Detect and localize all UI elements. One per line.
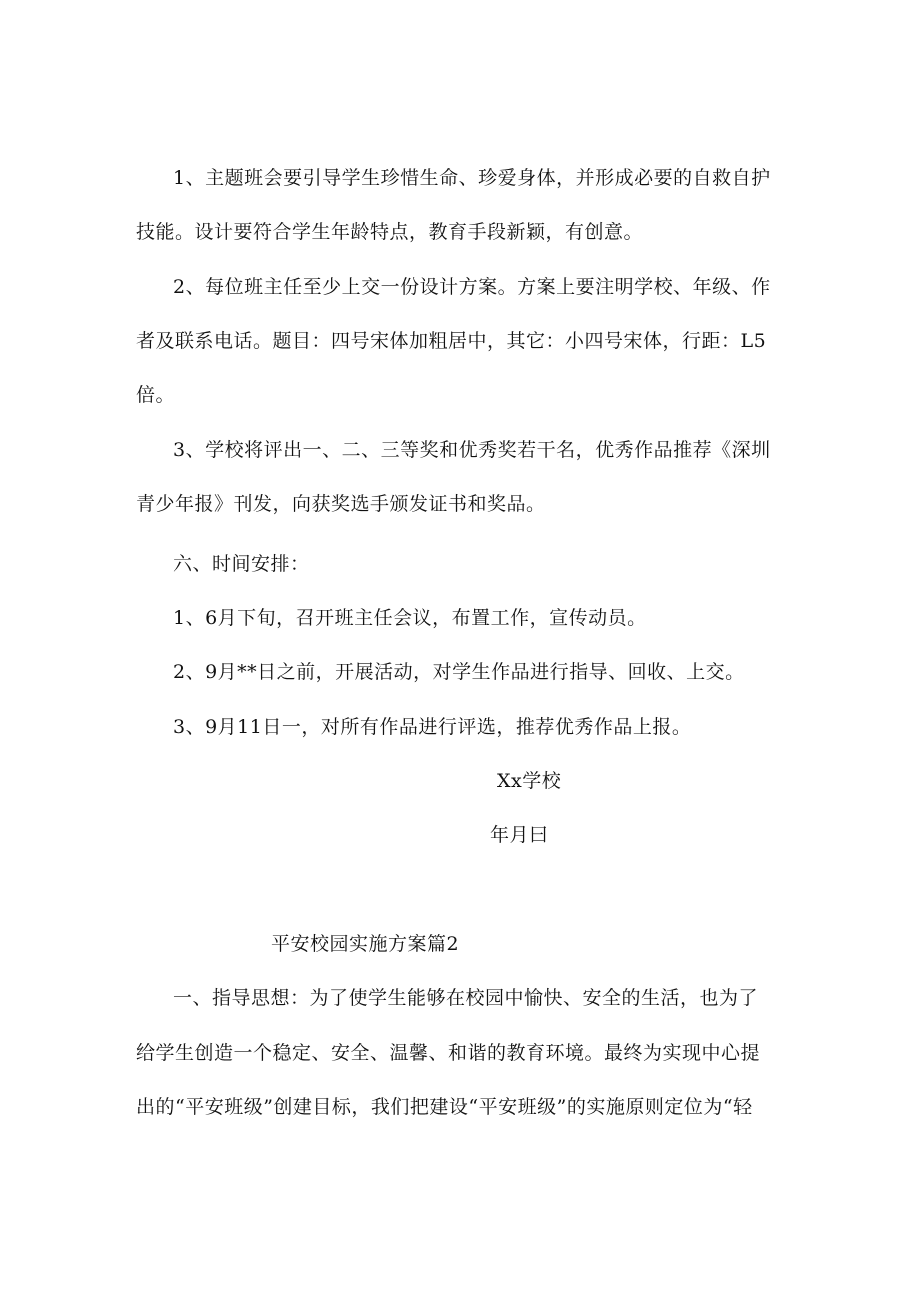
signature-date: 年月曰 [490,824,549,846]
signature-school: Xx学校 [497,770,562,792]
schedule-item: 1、6月下旬，召开班主任会议，布置工作，宣传动员。 [173,607,647,629]
paragraph-line: 一、指导思想：为了使学生能够在校园中愉快、安全的生活，也为了 [173,987,759,1009]
paragraph-line: 青少年报》刊发，向获奖选手颁发证书和奖品。 [136,493,546,515]
paragraph-line: 倍。 [136,384,176,406]
paragraph-line: 2、每位班主任至少上交一份设计方案。方案上要注明学校、年级、作 [173,276,771,298]
schedule-item: 2、9月**日之前，开展活动，对学生作品进行指导、回收、上交。 [173,661,745,683]
schedule-item: 3、9月11日一，对所有作品进行评选，推荐优秀作品上报。 [173,716,692,738]
section-heading: 六、时间安排： [173,553,310,575]
paragraph-line: 3、学校将评出一、二、三等奖和优秀奖若干名，优秀作品推荐《深圳 [173,439,771,461]
paragraph-line: 1、主题班会要引导学生珍惜生命、珍爱身体，并形成必要的自救自护 [173,167,771,189]
paragraph-line: 给学生创造一个稳定、安全、温馨、和谐的教育环境。最终为实现中心提 [136,1042,761,1064]
article-title: 平安校园实施方案篇2 [271,933,460,955]
paragraph-line: 出的“平安班级”创建目标，我们把建设“平安班级”的实施原则定位为“轻 [136,1096,753,1118]
paragraph-line: 者及联系电话。题目：四号宋体加粗居中，其它：小四号宋体，行距：L5 [136,330,767,352]
paragraph-line: 技能。设计要符合学生年龄特点，教育手段新颖，有创意。 [136,221,644,243]
